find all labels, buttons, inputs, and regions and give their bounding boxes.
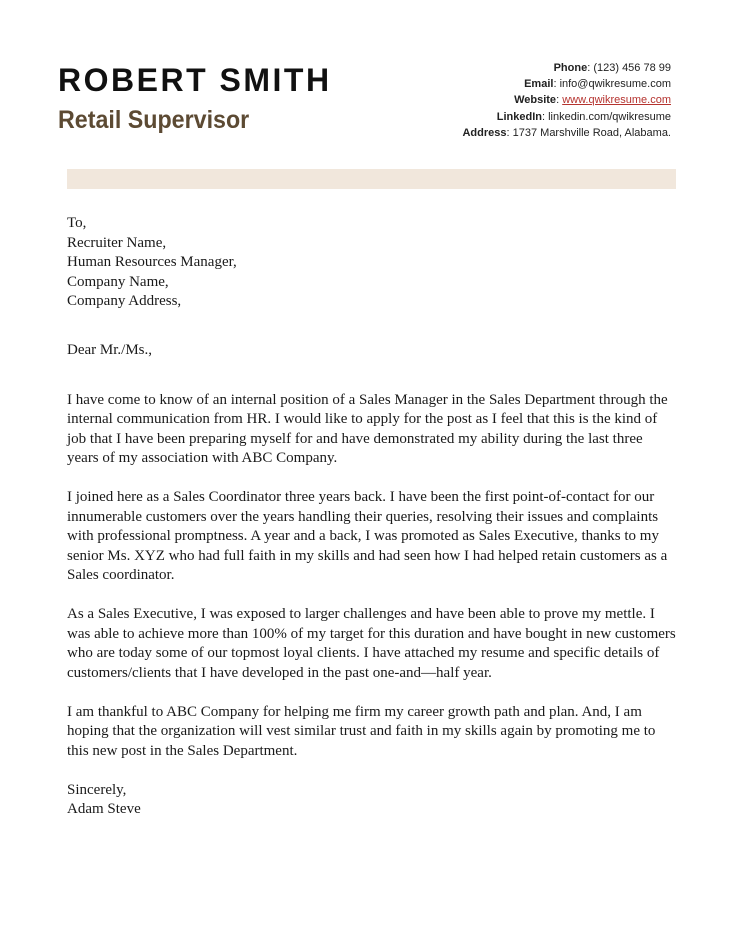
- body-paragraph: I have come to know of an internal position of a Sales Manager in the Sales Department through the internal communication from HR. I would like to apply for the post as I feel that this is the kind of job that I have been preparing myself for and have demonstrated my ability during the last three years of my association with ABC Company.: [67, 391, 668, 466]
- salutation: Dear Mr./Ms.,: [67, 342, 152, 358]
- recipient-line: Company Address,: [67, 293, 182, 309]
- website-label: Website: [514, 94, 557, 107]
- recipient-line: Recruiter Name,: [67, 234, 167, 251]
- contact-linkedin: LinkedIn: linkedin.com/qwikresume: [496, 110, 671, 123]
- recipient-line: To,: [67, 215, 87, 231]
- address-value: 1737 Marshville Road, Alabama.: [512, 126, 671, 139]
- body-paragraph: I am thankful to ABC Company for helping me firm my career growth path and plan. And, I am hoping that the organization will vest similar trust and faith in my skills again by promoting me to this new post in the Sales Department.: [67, 703, 656, 759]
- contact-block: [462, 60, 671, 141]
- closing: Sincerely,: [67, 781, 127, 798]
- phone-label: Phone: [553, 62, 588, 74]
- phone-value: (123) 456 78 99: [593, 62, 671, 74]
- contact-website: Website: www.qwikresume.com: [514, 94, 671, 107]
- contact-email: Email: info@qwikresume.com: [524, 78, 671, 91]
- linkedin-label: LinkedIn: [496, 110, 542, 123]
- closing-block: [67, 781, 677, 820]
- contact-address: Address: 1737 Marshville Road, Alabama.: [462, 126, 671, 139]
- body-paragraph: As a Sales Executive, I was exposed to larger challenges and have been able to prove my mettle. I was able to achieve more than 100% of my target for this duration and have bought in new customers who are today some of our topmost loyal clients. I have attached my resume and specific details of customers/clients that I have developed in the past one-and—half year.: [67, 606, 676, 681]
- header-divider-band: [67, 169, 676, 189]
- recipient-line: Company Name,: [67, 273, 169, 290]
- letter-body: [67, 214, 677, 820]
- email-value: info@qwikresume.com: [559, 78, 671, 91]
- website-link[interactable]: www.qwikresume.com: [562, 94, 671, 107]
- address-label: Address: [462, 126, 507, 139]
- recipient-block: [67, 214, 677, 312]
- contact-phone: Phone: (123) 456 78 99: [553, 62, 671, 74]
- email-label: Email: [524, 78, 554, 91]
- job-title: Retail Supervisor: [58, 106, 250, 134]
- recipient-line: Human Resources Manager,: [67, 254, 237, 270]
- signature-name: Adam Steve: [67, 801, 141, 817]
- linkedin-value: linkedin.com/qwikresume: [548, 110, 671, 123]
- applicant-name: ROBERT SMITH: [58, 62, 332, 98]
- body-paragraph: I joined here as a Sales Coordinator three years back. I have been the first point-of-contact for our innumerable customers over the years handling their queries, resolving their issues and complaints with professional promptness. A year and a back, I was promoted as Sales Executive, thanks to my senior Ms. XYZ who had full faith in my skills and had seen how I had helped retain customers as a Sales coordinator.: [67, 489, 668, 583]
